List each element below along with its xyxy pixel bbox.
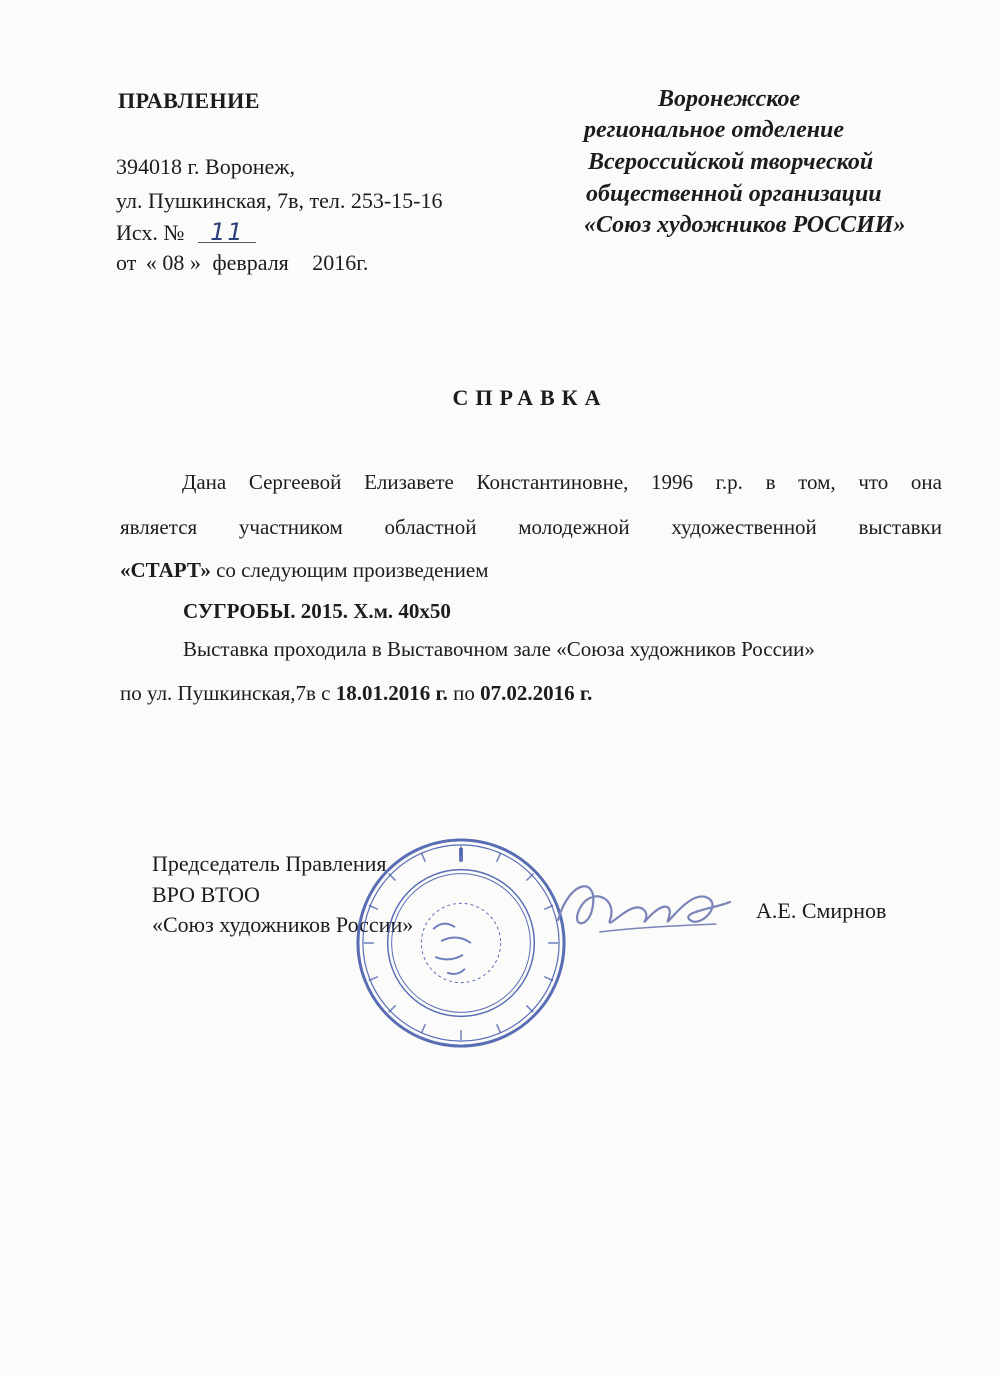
outgoing-label: Исх. № bbox=[116, 220, 185, 245]
dates-prefix: по ул. Пушкинская,7в с bbox=[120, 681, 336, 705]
artwork-title: СУГРОБЫ. 2015. Х.м. 40х50 bbox=[183, 599, 451, 623]
dates-separator: по bbox=[447, 681, 481, 705]
address-line-2: ул. Пушкинская, 7в, тел. 253-15-16 bbox=[116, 188, 443, 213]
org-full-line-1: Воронежское bbox=[658, 86, 801, 112]
org-short-name: ПРАВЛЕНИЕ bbox=[118, 88, 260, 113]
date-day: « 08 » bbox=[145, 250, 201, 275]
date-prefix: от bbox=[116, 250, 137, 275]
exhibition-dates-line bbox=[120, 681, 592, 706]
date-year: 2016г. bbox=[312, 250, 369, 275]
org-full-line-3: Всероссийской творческой bbox=[588, 149, 874, 175]
body-line-1: Дана Сергеевой Елизавете Константиновне, 1996 г.р. в том, что она bbox=[182, 470, 942, 494]
org-full-line-4: общественной организации bbox=[586, 181, 882, 207]
signatory-position-line-3: «Союз художников России» bbox=[152, 912, 414, 937]
exhibition-venue-line: Выставка проходила в Выставочном зале «Союза художников России» bbox=[183, 637, 815, 661]
body-line-3-rest: со следующим произведением bbox=[210, 558, 489, 582]
signer-name: А.Е. Смирнов bbox=[756, 898, 887, 923]
document-title: СПРАВКА bbox=[452, 385, 608, 410]
issue-date-line bbox=[116, 250, 368, 276]
org-full-line-2: региональное отделение bbox=[584, 117, 845, 143]
body-line-2: является участником областной молодежной художественной выставки bbox=[120, 515, 942, 539]
date-from: 18.01.2016 г. bbox=[335, 681, 448, 705]
exhibition-name: «СТАРТ» bbox=[120, 558, 211, 582]
outgoing-number-line bbox=[116, 220, 256, 246]
address-line-1: 394018 г. Воронеж, bbox=[116, 154, 295, 179]
date-month: февраля bbox=[212, 250, 289, 275]
signatory-position-line-2: ВРО ВТОО bbox=[152, 882, 260, 907]
outgoing-number: 11 bbox=[198, 222, 256, 243]
org-full-line-5: «Союз художников РОССИИ» bbox=[584, 212, 906, 238]
handwritten-signature bbox=[540, 858, 740, 958]
date-to: 07.02.2016 г. bbox=[480, 681, 593, 705]
official-stamp-seal bbox=[352, 834, 570, 1052]
signatory-position-line-1: Председатель Правления bbox=[152, 851, 387, 876]
body-line-3 bbox=[120, 558, 489, 583]
